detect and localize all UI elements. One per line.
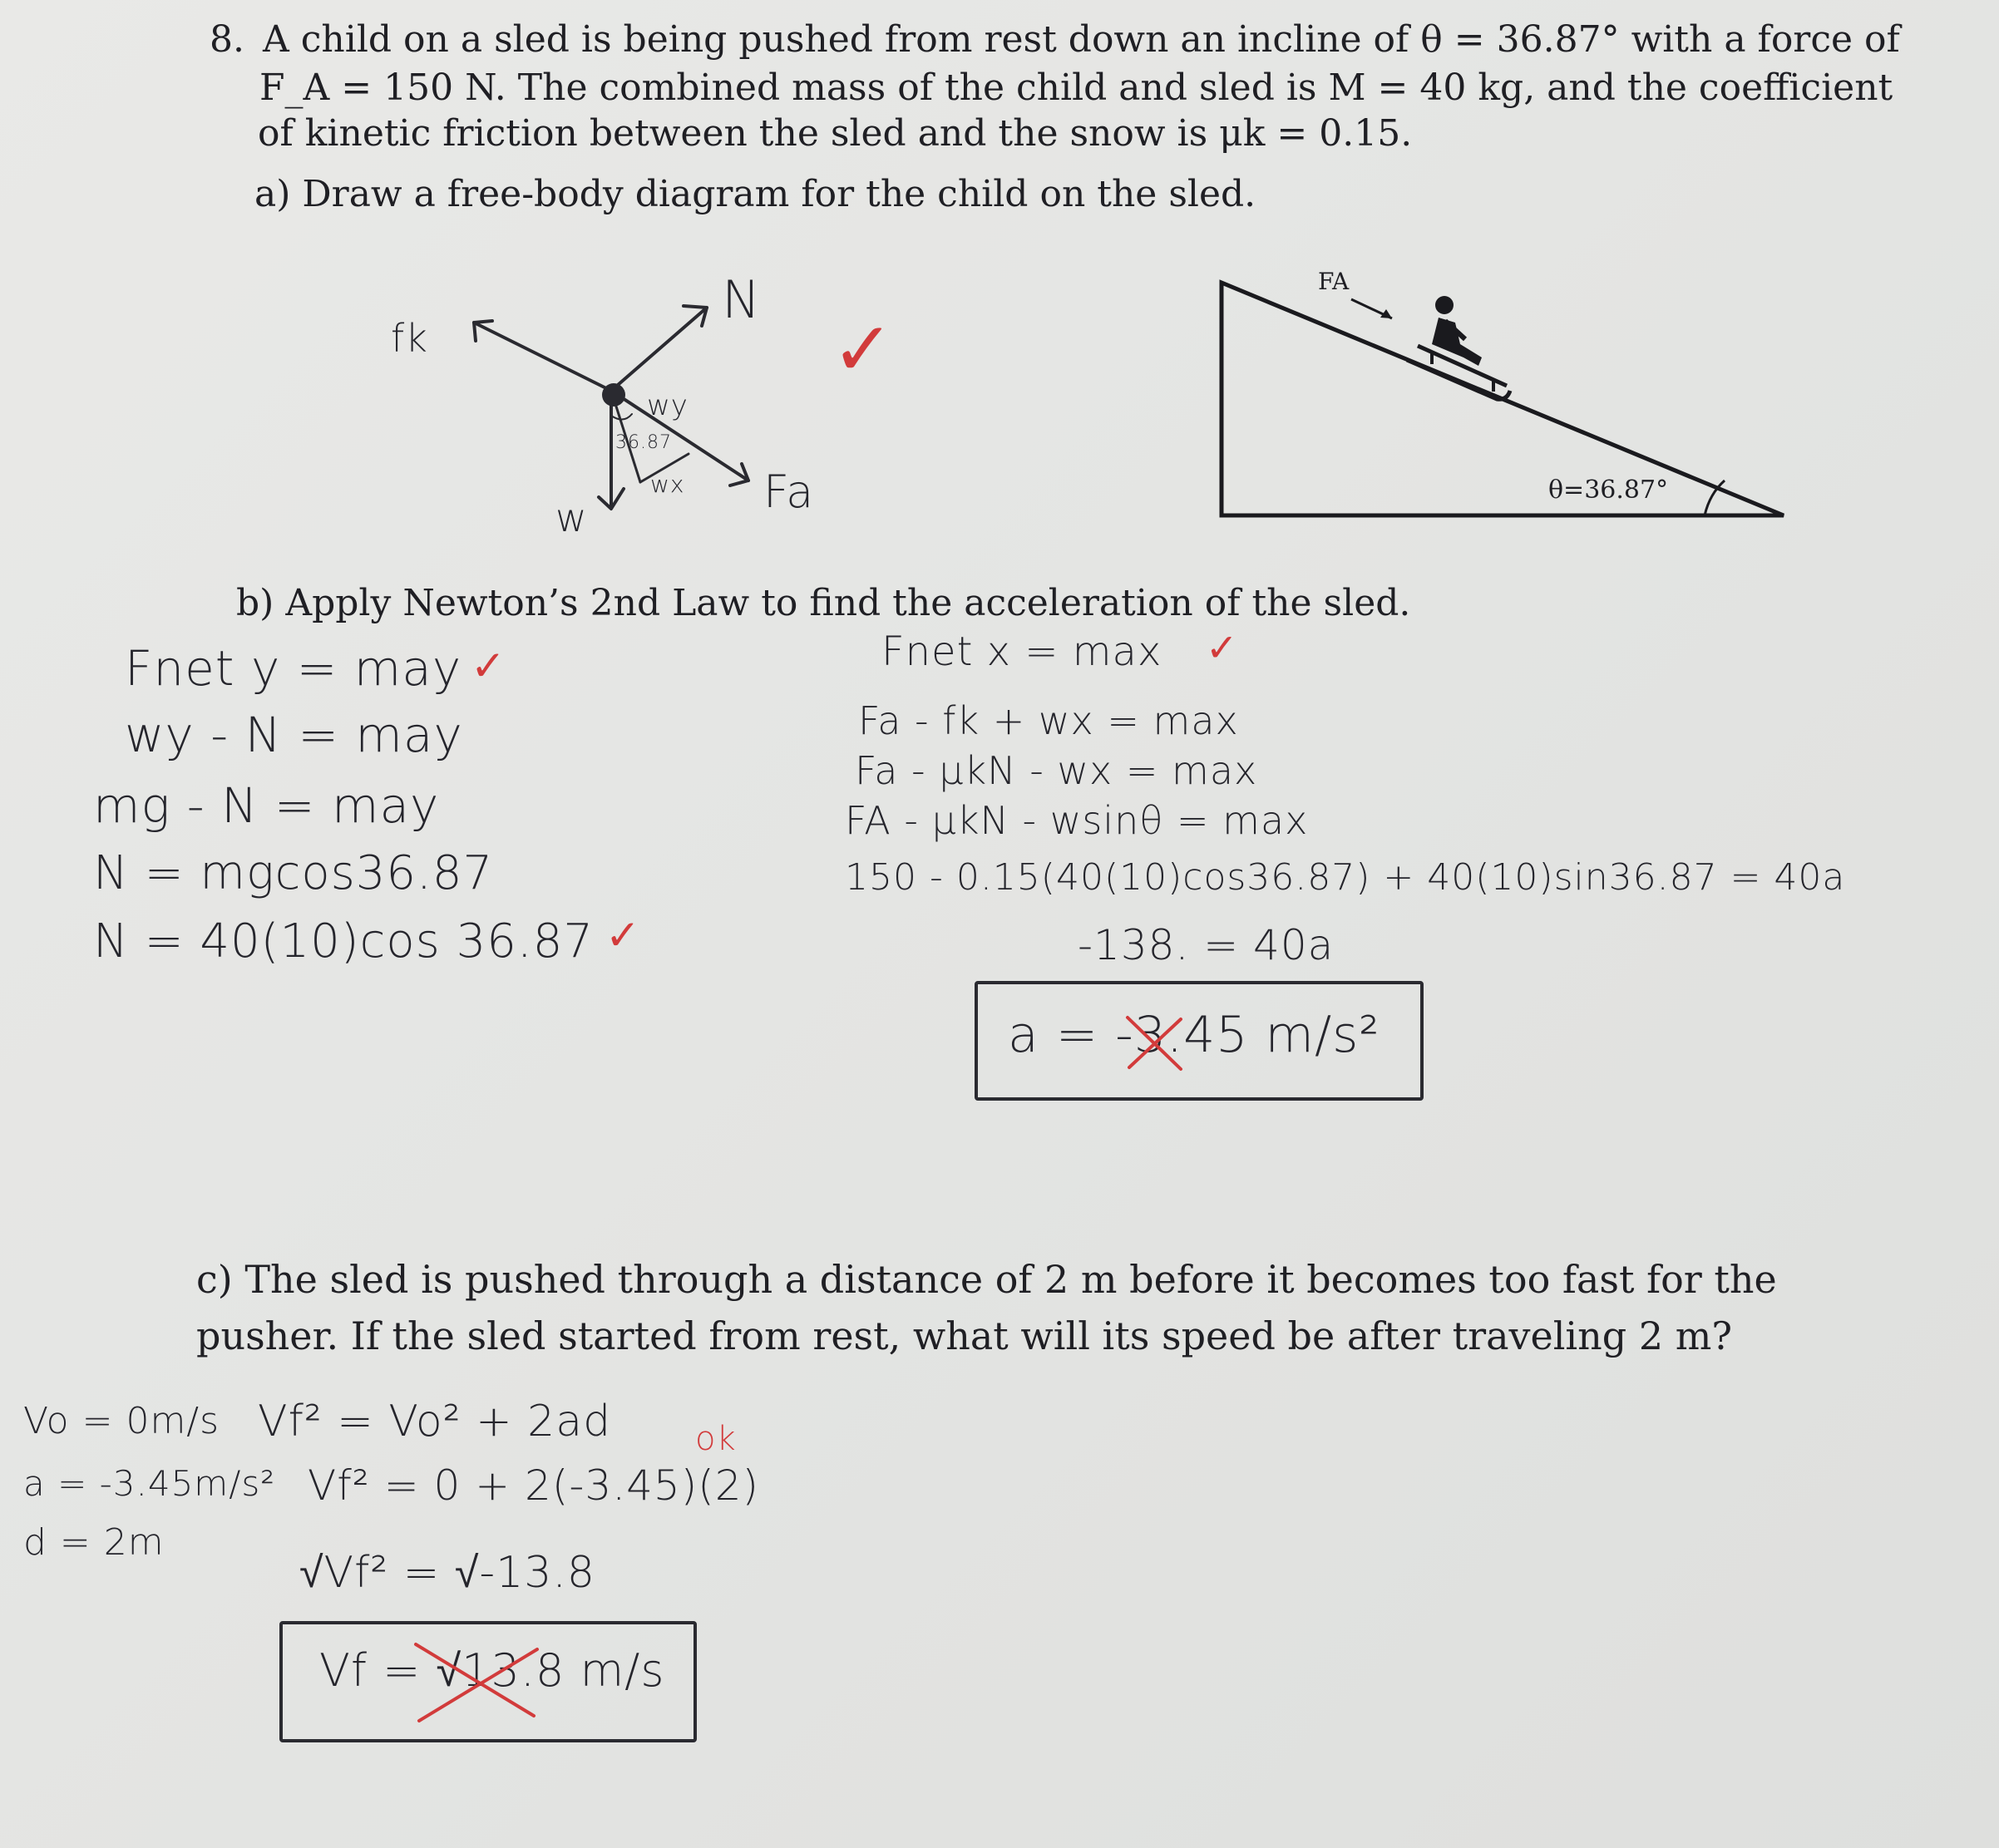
part-c-line-1: c) The sled is pushed through a distance of 2 m before it becomes too fast for the: [196, 1257, 1777, 1302]
fbd-label-wy: wy: [647, 389, 689, 422]
work-c-given-1: Vo = 0m/s: [23, 1400, 220, 1442]
fbd-label-fa: Fa: [763, 466, 815, 518]
work-b-right-6: -138. = 40a: [1078, 921, 1335, 969]
work-c-given-2: a = -3.45m/s²: [23, 1463, 276, 1504]
work-b-right-2: Fa - fk + wx = max: [858, 698, 1239, 743]
problem-line-2: F_A = 150 N. The combined mass of the child and sled is M = 40 kg, and the coefficient: [259, 67, 1893, 109]
problem-number: 8.: [210, 18, 244, 61]
incline-force-label: FA: [1318, 268, 1350, 295]
work-c-eq-1: Vf² = Vo² + 2ad: [258, 1397, 612, 1446]
incline-figure: [1214, 274, 1796, 524]
fbd-check-mark: ✓: [832, 306, 896, 393]
part-a-prompt: a) Draw a free-body diagram for the child on the sled.: [254, 173, 1256, 215]
incline-angle-label: θ=36.87°: [1548, 476, 1669, 505]
part-c-line-2: pusher. If the sled started from rest, what will its speed be after traveling 2 m?: [196, 1313, 1732, 1358]
work-b-left-5: N = 40(10)cos 36.87: [93, 914, 594, 968]
work-b-right-1: Fnet x = max: [881, 628, 1162, 675]
fbd-label-angle: 36.87: [615, 432, 672, 453]
fbd-label-wx: wx: [650, 471, 685, 498]
fbd-label-w: w: [555, 495, 588, 540]
check-b-left-1: ✓: [471, 642, 506, 690]
work-b-right-4: FA - μkN - wsinθ = max: [845, 798, 1309, 843]
work-b-right-3: Fa - μkN - wx = max: [855, 748, 1258, 793]
work-b-left-3: mg - N = may: [93, 777, 440, 834]
answer-b: a = -3.45 m/s²: [1008, 1006, 1380, 1064]
part-b-prompt: b) Apply Newton’s 2nd Law to find the acceleration of the sled.: [236, 582, 1411, 624]
check-b-left-5: ✓: [605, 911, 641, 959]
problem-line-1: A child on a sled is being pushed from rest down an incline of θ = 36.87° with a force of: [263, 18, 1900, 61]
work-b-right-5: 150 - 0.15(40(10)cos36.87) + 40(10)sin36.87 = 40a: [845, 856, 1846, 899]
answer-b-strike: [1123, 1011, 1189, 1077]
grader-ok-mark: ok: [695, 1420, 737, 1458]
work-b-left-2: wy - N = may: [125, 707, 463, 763]
work-b-left-1: Fnet y = may: [125, 640, 462, 697]
work-c-eq-3: √Vf² = √-13.8: [299, 1548, 595, 1598]
problem-line-3: of kinetic friction between the sled and the snow is μk = 0.15.: [258, 112, 1413, 155]
work-c-eq-2: Vf² = 0 + 2(-3.45)(2): [308, 1461, 760, 1510]
fbd-label-fk: fk: [391, 316, 428, 361]
fbd-label-n: N: [722, 269, 762, 330]
check-b-right-1: ✓: [1206, 625, 1239, 670]
answer-c-strike: [412, 1634, 545, 1726]
work-b-left-4: N = mgcos36.87: [93, 846, 494, 900]
answer-c: Vf = √13.8 m/s: [319, 1644, 665, 1697]
work-c-given-3: d = 2m: [23, 1521, 165, 1564]
